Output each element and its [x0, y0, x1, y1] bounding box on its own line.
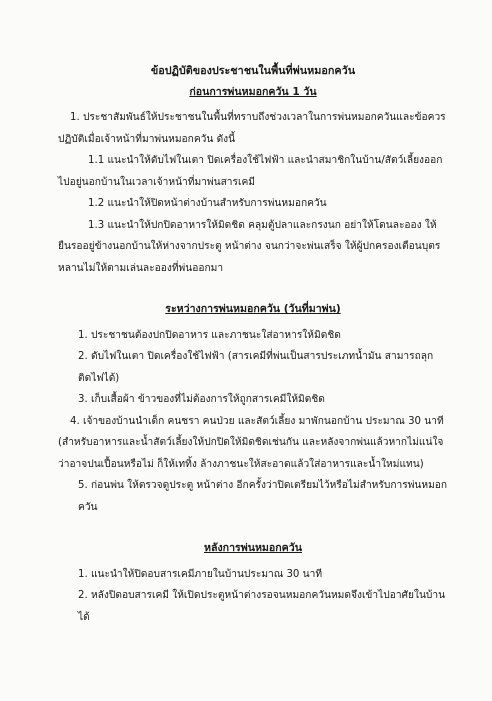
after-item-1: 1. แนะนำให้ปิดอบสารเคมีภายในบ้านประมาณ 30 นาที: [78, 568, 323, 580]
section-after-heading: หลังการพ่นหมอกควัน: [204, 542, 302, 554]
during-item-5: 5. ก่อนพ่น ให้ตรวจดูประตู หน้าต่าง อีกครั้งว่าปิดเตรียมไว้หรือไม่สำหรับการพ่นหมอกควัน: [78, 480, 448, 513]
during-item-4: 4. เจ้าของบ้านนำเด็ก คนชรา คนป่วย และสัตว์เลี้ยง มาพักนอกบ้าน ประมาณ 30 นาที (สำหรับอาหารและน้ำสัตว์เลี้ยงให้ปกปิดให้มิดชิดเช่นกัน และหลังจากพ่นแล้วหากไม่แน่ใจว่าอาจปนเปื้อนหรือไม่ ก็ให้เททิ้ง ล้างภาชนะให้สะอาดแล้วใส่อาหารและน้ำใหม่แทน): [58, 415, 444, 470]
during-item-1: 1. ประชาชนต้องปกปิดอาหาร และภาชนะใส่อาหารให้มิดชิด: [78, 329, 341, 341]
before-item-1: 1. ประชาสัมพันธ์ให้ประชาชนในพื้นที่ทราบถึงช่วงเวลาในการพ่นหมอกควันและข้อควรปฏิบัติเมื่อเจ้าหน้าที่มาพ่นหมอกควัน ดังนี้: [58, 112, 446, 145]
before-item-1-2: 1.2 แนะนำให้ปิดหน้าต่างบ้านสำหรับการพ่นหมอกควัน: [88, 198, 327, 209]
during-item-3: 3. เก็บเสื้อผ้า ข้าวของที่ไม่ต้องการให้ถูกสารเคมีให้มิดชิด: [78, 394, 325, 405]
after-item-2: 2. หลังปิดอบสารเคมี ให้เปิดประตูหน้าต่างรอจนหมอกควันหมดจึงเข้าไปอาศัยในบ้านได้: [78, 590, 446, 623]
section-during-heading: ระหว่างการพ่นหมอกควัน (วันที่มาพ่น): [165, 303, 341, 315]
during-item-2: 2. ดับไฟในเตา ปิดเครื่องใช้ไฟฟ้า (สารเคมีที่พ่นเป็นสารประเภทน้ำมัน สามารถลุกติดไฟได้): [78, 351, 434, 384]
section-before-heading: ก่อนการพ่นหมอกควัน 1 วัน: [189, 85, 317, 98]
document-title: ข้อปฏิบัติของประชาชนในพื้นที่พ่นหมอกควัน: [150, 64, 356, 77]
before-item-1-1: 1.1 แนะนำให้ดับไฟในเตา ปิดเครื่องใช้ไฟฟ้า และนำสมาชิกในบ้าน/สัตว์เลี้ยงออกไปอยู่นอกบ้านในเวลาเจ้าหน้าที่มาพ่นสารเคมี: [58, 155, 443, 188]
spacer: [58, 518, 448, 538]
spacer: [58, 279, 448, 299]
before-item-1-3: 1.3 แนะนำให้ปกปิดอาหารให้มิดชิด คลุมตู้ปลาและกรงนก อย่าให้โดนละออง ให้ยืนรออยู่ข้างนอกบ้านให้ห่างจากประตู หน้าต่าง จนกว่าจะพ่นเสร็จ ให้ผู้ปกครองเตือนบุตรหลานไม่ให้ตามเล่นละอองที่พ่นออกมา: [58, 219, 441, 274]
